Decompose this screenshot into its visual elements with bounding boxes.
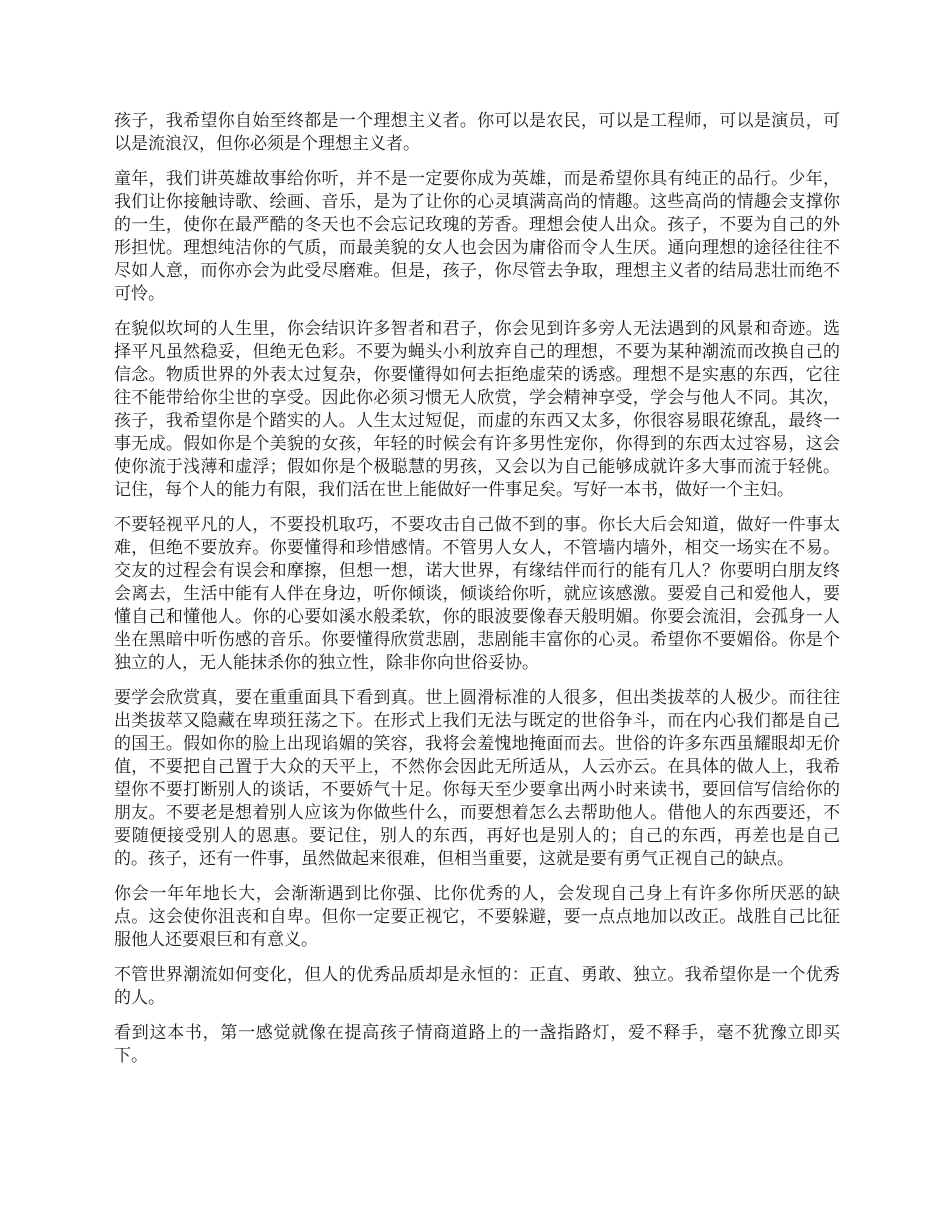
paragraph: 不要轻视平凡的人，不要投机取巧，不要攻击自己做不到的事。你长大后会知道，做好一件事太难，但绝不要放弃。你要懂得和珍惜感情。不管男人女人，不管墙内墙外，相交一场实在不易。交友的过程会有误会和摩擦，但想一想，诺大世界，有缘结伴而行的能有几人？你要明白朋友终会离去，生活中能有人伴在身边，听你倾谈，倾谈给你听，就应该感激。要爱自己和爱他人，要懂自己和懂他人。你的心要如溪水般柔软，你的眼波要像春天般明媚。你要会流泪，会孤身一人坐在黑暗中听伤感的音乐。你要懂得欣赏悲剧，悲剧能丰富你的心灵。希望你不要媚俗。你是个独立的人，无人能抹杀你的独立性，除非你向世俗妥协。 <box>114 515 840 673</box>
paragraph: 童年，我们讲英雄故事给你听，并不是一定要你成为英雄，而是希望你具有纯正的品行。少年，我们让你接触诗歌、绘画、音乐，是为了让你的心灵填满高尚的情趣。这些高尚的情趣会支撑你的一生，使你在最严酷的冬天也不会忘记玫瑰的芳香。理想会使人出众。孩子，不要为自己的外形担忧。理想纯洁你的气质，而最美貌的女人也会因为庸俗而令人生厌。通向理想的途径往往不尽如人意，而你亦会为此受尽磨难。但是，孩子，你尽管去争取，理想主义者的结局悲壮而绝不可怜。 <box>114 169 840 304</box>
paragraph: 要学会欣赏真，要在重重面具下看到真。世上圆滑标准的人很多，但出类拔萃的人极少。而往往出类拔萃又隐藏在卑琐狂荡之下。在形式上我们无法与既定的世俗争斗，而在内心我们都是自己的国王。假如你的脸上出现谄媚的笑容，我将会羞愧地掩面而去。世俗的许多东西虽耀眼却无价值，不要把自己置于大众的天平上，不然你会因此无所适从，人云亦云。在具体的做人上，我希望你不要打断别人的谈话，不要娇气十足。你每天至少要拿出两小时来读书，要回信写信给你的朋友。不要老是想着别人应该为你做些什么，而要想着怎么去帮助他人。借他人的东西要还，不要随便接受别人的恩惠。要记住，别人的东西，再好也是别人的；自己的东西，再差也是自己的。孩子，还有一件事，虽然做起来很难，但相当重要，这就是要有勇气正视自己的缺点。 <box>114 688 840 869</box>
paragraph: 孩子，我希望你自始至终都是一个理想主义者。你可以是农民，可以是工程师，可以是演员，可以是流浪汉，但你必须是个理想主义者。 <box>114 111 840 154</box>
paragraph: 在貌似坎坷的人生里，你会结识许多智者和君子，你会见到许多旁人无法遇到的风景和奇迹。选择平凡虽然稳妥，但绝无色彩。不要为蝇头小利放弃自己的理想，不要为某种潮流而改换自己的信念。物质世界的外表太过复杂，你要懂得如何去拒绝虚荣的诱惑。理想不是实惠的东西，它往往不能带给你尘世的享受。因此你必须习惯无人欣赏，学会精神享受，学会与他人不同。其次，孩子，我希望你是个踏实的人。人生太过短促，而虚的东西又太多，你很容易眼花缭乱，最终一事无成。假如你是个美貌的女孩，年轻的时候会有许多男性宠你，你得到的东西太过容易，这会使你流于浅薄和虚浮；假如你是个极聪慧的男孩，又会以为自己能够成就许多大事而流于轻佻。记住，每个人的能力有限，我们活在世上能做好一件事足矣。写好一本书，做好一个主妇。 <box>114 319 840 500</box>
paragraph: 你会一年年地长大，会渐渐遇到比你强、比你优秀的人，会发现自己身上有许多你所厌恶的缺点。这会使你沮丧和自卑。但你一定要正视它，不要躲避，要一点点地加以改正。战胜自己比征服他人还要艰巨和有意义。 <box>114 884 840 950</box>
paragraph: 看到这本书，第一感觉就像在提高孩子情商道路上的一盏指路灯，爱不释手，毫不犹豫立即买下。 <box>114 1023 840 1066</box>
document-body <box>114 110 840 1080</box>
paragraph: 不管世界潮流如何变化，但人的优秀品质却是永恒的：正直、勇敢、独立。我希望你是一个优秀的人。 <box>114 965 840 1008</box>
